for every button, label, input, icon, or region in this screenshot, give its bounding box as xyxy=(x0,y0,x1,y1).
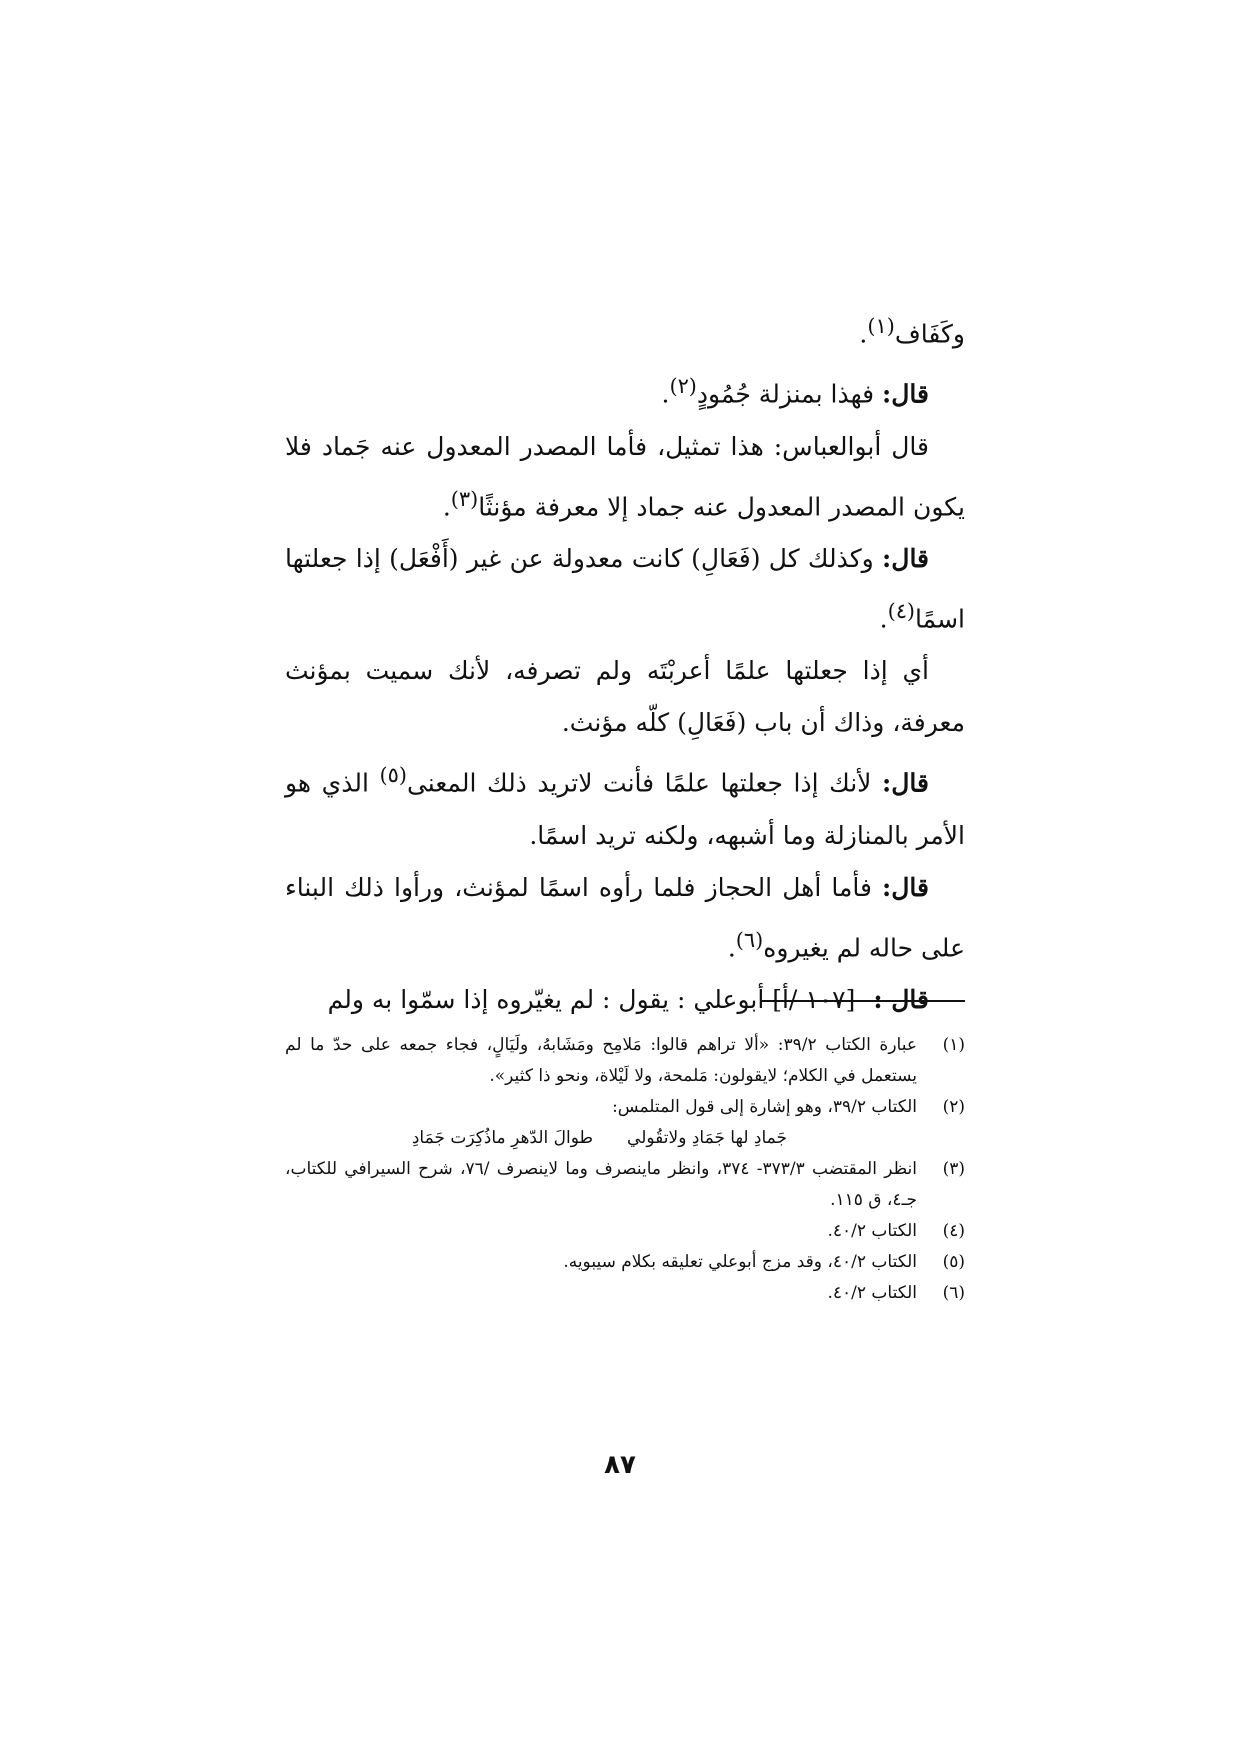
footnote-1 xyxy=(285,1030,965,1092)
paragraph-text: الذي هو الأمر بالمنازلة وما أشبهه، ولكنه تريد اسمًا. xyxy=(285,768,965,850)
page-number: ٨٧ xyxy=(604,1450,636,1480)
footnote-4 xyxy=(285,1216,965,1247)
paragraph-4 xyxy=(285,533,965,645)
paragraph-5 xyxy=(285,645,965,749)
verse-hemistich-first: جَمادِ لها جَمَادِ ولاتقُولي xyxy=(627,1128,787,1148)
manuscript-folio-ref: [١٠٧ /أ] xyxy=(772,984,856,1014)
footnote-text: الكتاب ٤٠/٢، وقد مزج أبوعلي تعليقه بكلام سيبويه. xyxy=(563,1252,917,1272)
qala-keyword: قال: xyxy=(882,543,930,573)
footnote-text: انظر المقتضب ٣٧٣/٣- ٣٧٤، وانظر ماينصرف وما لاينصرف /٧٦، شرح السيرافي للكتاب، جـ٤، ق ١١٥. xyxy=(285,1159,917,1210)
paragraph-end: . xyxy=(879,604,888,634)
paragraph-text: أبوعلي : يقول : لم يغيّروه إذا سمّوا به ولم xyxy=(327,984,765,1014)
qala-keyword: قال: xyxy=(882,768,929,798)
footnote-number: (٢) xyxy=(942,1097,965,1117)
footnote-6 xyxy=(285,1278,965,1309)
qala-keyword: قال : xyxy=(873,984,929,1014)
paragraph-3 xyxy=(285,421,965,533)
footnote-number: (٦) xyxy=(942,1283,965,1303)
paragraph-end: . xyxy=(661,379,670,409)
footnote-separator xyxy=(760,1000,965,1002)
paragraph-text: وكذلك كل (فَعَالِ) كانت معدولة عن غير (أَفْعَل) إذا جعلتها اسمًا xyxy=(285,543,965,634)
footnote-ref: (١) xyxy=(867,314,895,338)
paragraph-1 xyxy=(285,300,965,360)
footnote-ref: (٤) xyxy=(887,598,916,623)
footnote-2 xyxy=(285,1092,965,1154)
footnote-ref: (٢) xyxy=(669,374,697,399)
paragraph-text: فأما أهل الحجاز فلما رأوه اسمًا لمؤنث، ورأوا ذلك البناء على حاله لم يغيروه xyxy=(285,872,965,962)
footnote-number: (٤) xyxy=(942,1221,965,1241)
footnote-text: الكتاب ٤٠/٢. xyxy=(827,1283,917,1303)
paragraph-text: فهذا بمنزلة جُمُودٍ xyxy=(696,379,875,409)
footnotes xyxy=(285,1030,965,1309)
footnote-text: عبارة الكتاب ٣٩/٢: «ألا تراهم قالوا: مَلامِح ومَشَابهُ، ولَيَالٍ، فجاء جمعه على حدّ ما لم يستعمل في الكلام؛ لايقولون: مَلمحة، ولا لَيْلاة، ونحو ذا كثير». xyxy=(285,1035,917,1086)
qala-keyword: قال: xyxy=(882,872,929,902)
paragraph-text: أي إذا جعلتها علمًا أعربْتَه ولم تصرفه، لأنك سميت بمؤنث معرفة، وذاك أن باب (فَعَالِ) كلّه مؤنث. xyxy=(285,656,965,738)
paragraph-end: . xyxy=(727,932,736,962)
footnote-ref: (٦) xyxy=(735,927,764,952)
footnote-number: (٥) xyxy=(942,1252,965,1272)
footnote-3 xyxy=(285,1154,965,1216)
footnote-number: (١) xyxy=(942,1035,965,1055)
paragraph-text: لأنك إذا جعلتها علمًا فأنت لاتريد ذلك المعنى xyxy=(406,768,872,798)
footnote-ref: (٥) xyxy=(379,763,407,788)
verse-hemistich-second: طوالَ الدّهرِ ماذُكِرَت جَمَادِ xyxy=(411,1128,594,1148)
main-text xyxy=(285,300,965,1026)
paragraph-end: . xyxy=(442,491,451,521)
paragraph-text: وكَفَاف xyxy=(894,319,965,349)
paragraph-text: قال أبوالعباس: هذا تمثيل، فأما المصدر المعدول عنه جَماد فلا يكون المصدر المعدول عنه جماد إلا معرفة مؤنثًا xyxy=(285,431,965,521)
poetry-verse xyxy=(285,1123,917,1154)
footnote-5 xyxy=(285,1247,965,1278)
paragraph-6 xyxy=(285,749,965,861)
paragraph-2 xyxy=(285,360,965,420)
paragraph-end: . xyxy=(859,319,868,349)
footnote-text: الكتاب ٣٩/٢، وهو إشارة إلى قول المتلمس: xyxy=(612,1097,917,1117)
footnote-ref: (٣) xyxy=(450,486,479,511)
footnote-number: (٣) xyxy=(942,1159,965,1179)
qala-keyword: قال: xyxy=(882,379,929,409)
paragraph-7 xyxy=(285,862,965,974)
footnote-text: الكتاب ٤٠/٢. xyxy=(827,1221,917,1241)
